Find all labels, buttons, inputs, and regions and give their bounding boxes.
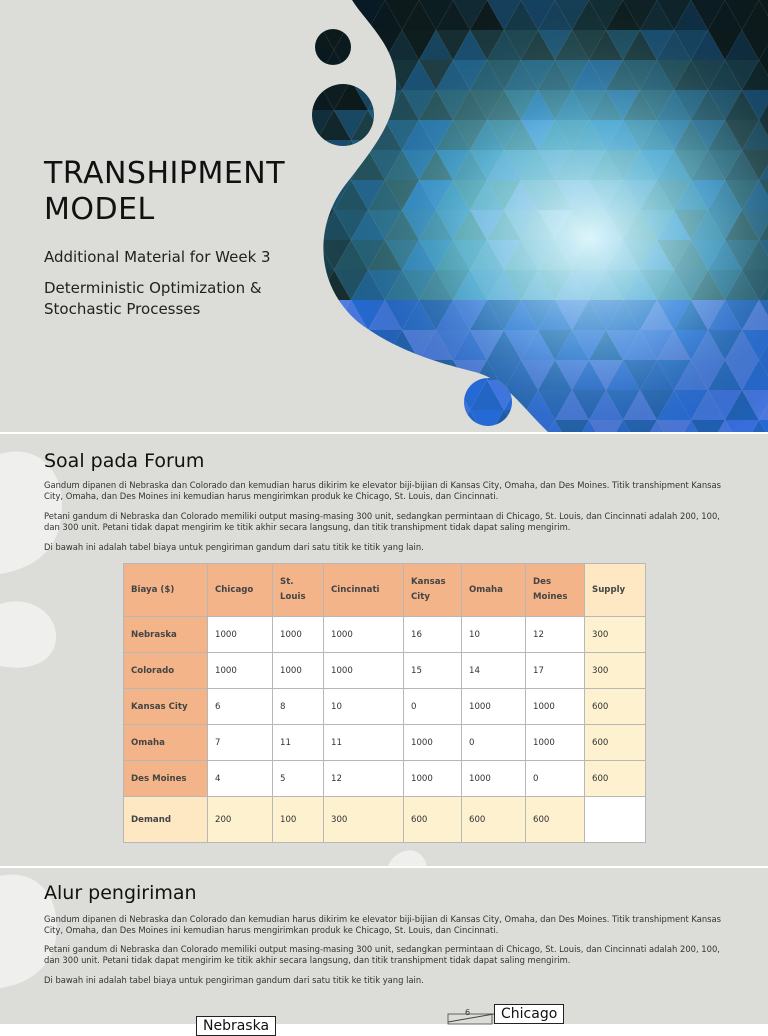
table-cell: 12 xyxy=(324,761,404,797)
table-cell: 10 xyxy=(462,617,526,653)
mosaic-triangle xyxy=(283,360,317,390)
table-row xyxy=(124,725,646,761)
mosaic-triangle xyxy=(385,360,419,390)
mosaic-triangle xyxy=(283,60,317,90)
table-cell: 7 xyxy=(208,725,273,761)
mosaic-triangle xyxy=(351,380,385,410)
demand-cell: 600 xyxy=(462,797,526,843)
table-cell: 1000 xyxy=(462,689,526,725)
table-cell: 1000 xyxy=(404,761,462,797)
table-cell: 14 xyxy=(462,653,526,689)
table-cell: 1000 xyxy=(404,725,462,761)
table-cell: 11 xyxy=(324,725,404,761)
table-cell: 15 xyxy=(404,653,462,689)
mosaic-triangle xyxy=(351,60,385,90)
demand-cell: 600 xyxy=(404,797,462,843)
mosaic-triangle xyxy=(334,330,368,360)
mosaic-triangle xyxy=(351,390,385,420)
demand-row xyxy=(124,797,646,843)
course-name: Deterministic Optimization & Stochastic Processes xyxy=(44,279,262,318)
mosaic-triangle xyxy=(300,290,334,320)
title-slide xyxy=(0,0,768,432)
mosaic-triangle xyxy=(266,240,300,270)
mosaic-triangle xyxy=(300,330,334,360)
column-header: Omaha xyxy=(462,564,526,617)
table-cell: 1000 xyxy=(526,689,585,725)
mosaic-triangle xyxy=(317,390,351,420)
mosaic-triangle xyxy=(266,360,300,390)
mosaic-triangle xyxy=(334,380,368,410)
table-cell: 1000 xyxy=(273,653,324,689)
problem-paragraph-2: Petani gandum di Nebraska dan Colorado memiliki output masing-masing 300 unit, sedangkan permintaan di Chicago, St. Louis, dan Cincinnati adalah 200, 100, dan 300 unit. Petani tidak dapat mengirim ke titik akhir secara langsung, dan titik transhipment tidak dapat saling mengirim. xyxy=(44,511,720,532)
mosaic-triangle xyxy=(283,390,317,420)
table-header-row xyxy=(124,564,646,617)
mosaic-triangle xyxy=(266,80,300,110)
edge-cost-label: 6 xyxy=(465,1008,471,1017)
column-header: Des Moines xyxy=(526,564,585,617)
mosaic-triangle xyxy=(317,0,351,30)
mosaic-triangle xyxy=(283,90,317,120)
mosaic-triangle xyxy=(283,110,317,140)
table-cell: 16 xyxy=(404,617,462,653)
mosaic-triangle xyxy=(419,380,453,410)
mosaic-triangle xyxy=(300,320,334,350)
mosaic-triangle xyxy=(368,380,402,410)
mosaic-triangle xyxy=(266,120,300,150)
table-cell: 1000 xyxy=(273,617,324,653)
deck-title: TRANSHIPMENT MODEL xyxy=(44,156,286,227)
mosaic-triangle xyxy=(283,350,317,380)
slide-heading: Soal pada Forum xyxy=(44,450,205,472)
mosaic-triangle xyxy=(385,390,419,420)
mosaic-triangle xyxy=(368,360,402,390)
mosaic-triangle xyxy=(402,380,436,410)
table-row xyxy=(124,689,646,725)
table-cell: 6 xyxy=(208,689,273,725)
supply-cell: 300 xyxy=(585,653,646,689)
empty-cell xyxy=(585,797,646,843)
mosaic-triangle xyxy=(300,150,334,180)
mosaic-triangle xyxy=(300,300,334,330)
node-chicago: Chicago xyxy=(494,1004,564,1024)
column-header: Kansas City xyxy=(404,564,462,617)
table-cell: 4 xyxy=(208,761,273,797)
table-cell: 1000 xyxy=(208,653,273,689)
table-cell: 12 xyxy=(526,617,585,653)
mosaic-triangle xyxy=(351,360,385,390)
table-cell: 11 xyxy=(273,725,324,761)
mosaic-triangle xyxy=(300,180,334,210)
table-cell: 10 xyxy=(324,689,404,725)
table-cell: 0 xyxy=(404,689,462,725)
flow-paragraph-2: Petani gandum di Nebraska dan Colorado memiliki output masing-masing 300 unit, sedangkan permintaan di Chicago, St. Louis, dan Cincinnati adalah 200, 100, dan 300 unit. Petani tidak dapat mengirim ke titik akhir secara langsung, dan titik transhipment tidak dapat saling mengirim. xyxy=(44,944,720,965)
table-cell: 1000 xyxy=(324,653,404,689)
mosaic-triangle xyxy=(283,380,317,410)
mosaic-triangle xyxy=(402,360,436,390)
flow-paragraph-1: Gandum dipanen di Nebraska dan Colorado dan kemudian harus dikirim ke elevator biji-bijian di Kansas City, Omaha, dan Des Moines. Titik transhipment Kansas City, Omaha, dan Des Moines ini kemudian harus mengirimkan produk ke Chicago, St. Louis, dan Cincinnati. xyxy=(44,914,722,935)
mosaic-triangle xyxy=(266,60,300,90)
mosaic-triangle xyxy=(419,390,453,420)
table-cell: 5 xyxy=(273,761,324,797)
mosaic-triangle xyxy=(266,320,300,350)
table-row xyxy=(124,653,646,689)
supply-cell: 600 xyxy=(585,725,646,761)
mosaic-triangle xyxy=(300,170,334,200)
row-label: Colorado xyxy=(124,653,208,689)
slide-heading: Alur pengiriman xyxy=(44,882,197,904)
table-cell: 0 xyxy=(526,761,585,797)
mosaic-triangle xyxy=(368,390,402,420)
deck-subtitle: Additional Material for Week 3 xyxy=(44,248,271,266)
supply-cell: 600 xyxy=(585,689,646,725)
mosaic-triangle xyxy=(436,380,470,410)
mosaic-triangle xyxy=(283,330,317,360)
mosaic-triangle xyxy=(283,50,317,80)
mosaic-triangle xyxy=(283,230,317,260)
problem-paragraph-1: Gandum dipanen di Nebraska dan Colorado dan kemudian harus dikirim ke elevator biji-bijian di Kansas City, Omaha, dan Des Moines. Titik transhipment Kansas City, Omaha, dan Des Moines ini kemudian harus mengirimkan produk ke Chicago, St. Louis, dan Cincinnati. xyxy=(44,480,722,501)
mosaic-triangle xyxy=(317,360,351,390)
mosaic-triangle xyxy=(317,330,351,360)
mosaic-triangle xyxy=(283,240,317,270)
table-cell: 1000 xyxy=(324,617,404,653)
mosaic-triangle xyxy=(334,360,368,390)
column-header: Biaya ($) xyxy=(124,564,208,617)
table-cell: 8 xyxy=(273,689,324,725)
mosaic-triangle xyxy=(317,380,351,410)
mosaic-triangle xyxy=(283,320,317,350)
mosaic-triangle xyxy=(385,380,419,410)
row-label: Demand xyxy=(124,797,208,843)
table-cell: 1000 xyxy=(526,725,585,761)
mosaic-triangle xyxy=(283,30,317,60)
column-header: Chicago xyxy=(208,564,273,617)
mosaic-triangle xyxy=(266,0,300,30)
demand-cell: 600 xyxy=(526,797,585,843)
table-row xyxy=(124,761,646,797)
mosaic-triangle xyxy=(300,380,334,410)
supply-cell: 300 xyxy=(585,617,646,653)
mosaic-triangle xyxy=(300,140,334,170)
mosaic-triangle xyxy=(385,350,419,380)
mosaic-triangle xyxy=(334,350,368,380)
shipping-flow-slide xyxy=(0,868,768,1034)
demand-cell: 100 xyxy=(273,797,324,843)
mosaic-triangle xyxy=(300,360,334,390)
mosaic-triangle xyxy=(351,350,385,380)
table-cell: 17 xyxy=(526,653,585,689)
problem-paragraph-3: Di bawah ini adalah tabel biaya untuk pengiriman gandum dari satu titik ke titik yang lain. xyxy=(44,542,424,552)
mosaic-triangle xyxy=(334,50,368,80)
mosaic-triangle xyxy=(317,320,351,350)
node-nebraska: Nebraska xyxy=(196,1016,276,1036)
mosaic-triangle xyxy=(300,350,334,380)
table-cell: 1000 xyxy=(208,617,273,653)
mosaic-triangle xyxy=(334,390,368,420)
column-header: Cincinnati xyxy=(324,564,404,617)
mosaic-triangle xyxy=(317,140,351,170)
flow-paragraph-3: Di bawah ini adalah tabel biaya untuk pengiriman gandum dari satu titik ke titik yang lain. xyxy=(44,975,424,985)
mosaic-triangle xyxy=(300,390,334,420)
row-label: Omaha xyxy=(124,725,208,761)
cost-table xyxy=(123,563,646,843)
forum-problem-slide xyxy=(0,434,768,866)
table-cell: 1000 xyxy=(462,761,526,797)
mosaic-triangle xyxy=(300,50,334,80)
mosaic-triangle xyxy=(283,20,317,50)
mosaic-triangle xyxy=(300,0,334,30)
supply-cell: 600 xyxy=(585,761,646,797)
mosaic-triangle xyxy=(283,80,317,110)
row-label: Des Moines xyxy=(124,761,208,797)
demand-cell: 200 xyxy=(208,797,273,843)
mosaic-triangle xyxy=(402,390,436,420)
mosaic-triangle xyxy=(368,350,402,380)
row-label: Kansas City xyxy=(124,689,208,725)
mosaic-triangle xyxy=(317,350,351,380)
table-row xyxy=(124,617,646,653)
table-cell: 0 xyxy=(462,725,526,761)
mosaic-triangle xyxy=(351,50,385,80)
mosaic-triangle xyxy=(266,20,300,50)
column-header: St. Louis xyxy=(273,564,324,617)
row-label: Nebraska xyxy=(124,617,208,653)
mosaic-triangle xyxy=(283,0,317,30)
column-header: Supply xyxy=(585,564,646,617)
mosaic-triangle xyxy=(317,150,351,180)
mosaic-triangle xyxy=(266,380,300,410)
demand-cell: 300 xyxy=(324,797,404,843)
mosaic-triangle xyxy=(283,120,317,150)
